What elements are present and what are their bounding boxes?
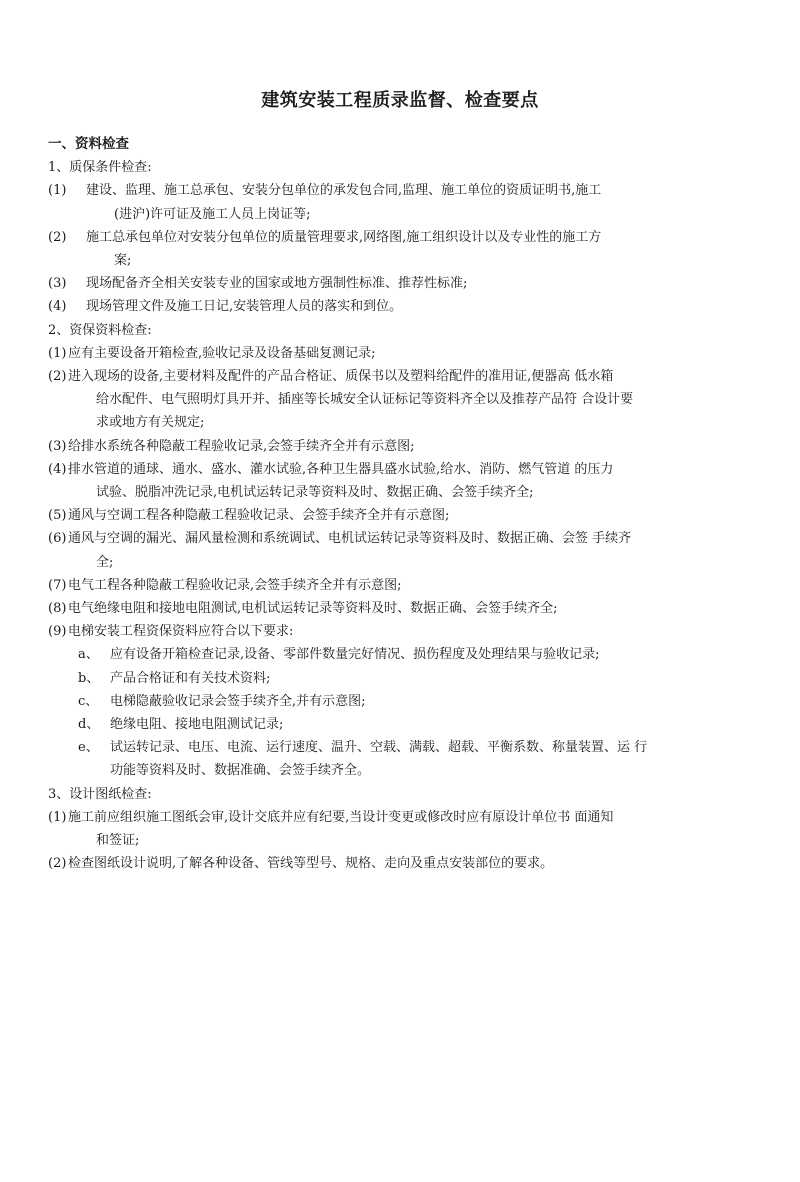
sub-list-item: [48, 736, 738, 782]
sub-item-letter: c、: [78, 693, 99, 709]
item-text: 电气工程各种隐蔽工程验收记录,会签手续齐全并有示意图;: [68, 577, 402, 593]
item-text: 应有主要设备开箱检查,验收记录及设备基础复测记录;: [68, 345, 376, 361]
item-text: 现场配备齐全相关安装专业的国家或地方强制性标准、推荐性标准;: [86, 276, 468, 292]
list-item: [48, 574, 738, 597]
list-item: [48, 435, 738, 458]
item-number: (5): [48, 508, 67, 524]
sub-list-item: [48, 643, 738, 666]
list-item: [48, 272, 738, 295]
document-body: [48, 133, 738, 876]
item-number: (1): [48, 809, 67, 825]
item-number: (2): [48, 369, 67, 385]
sub-item-text: 电梯隐蔽验收记录会签手续齐全,并有示意图;: [110, 693, 366, 709]
item-number: (2): [48, 856, 67, 872]
subsection-heading-quality-conditions: 1、质保条件检查:: [48, 160, 152, 176]
sub-list-item: [48, 667, 738, 690]
sub-item-text-continued: 功能等资料及时、数据准确、会签手续齐全。: [110, 763, 371, 779]
item-text: 通风与空调工程各种隐蔽工程验收记录、会签手续齐全并有示意图;: [68, 508, 450, 524]
item-number: (7): [48, 577, 67, 593]
list-item: [48, 342, 738, 365]
list-item: [48, 179, 738, 225]
item-text-continued: 给水配件、电气照明灯具开并、插座等长城安全认证标记等资料齐全以及推荐产品符 合设计要: [96, 392, 634, 408]
item-number: (8): [48, 601, 67, 617]
item-text: 建设、监理、施工总承包、安装分包单位的承发包合同,监理、施工单位的资质证明书,施工: [86, 183, 602, 199]
item-text: 给排水系统各种隐蔽工程验收记录,会签手续齐全并有示意图;: [68, 438, 415, 454]
document-title: 建筑安装工程质录监督、检查要点: [261, 90, 539, 111]
list-item: [48, 852, 738, 875]
item-number: (9): [48, 624, 67, 640]
sub-list-item: [48, 690, 738, 713]
list-item: [48, 365, 738, 435]
item-text-continued: 全;: [96, 554, 114, 570]
item-text: 排水管道的通球、通水、盛水、灌水试验,各种卫生器具盛水试验,给水、消防、燃气管道 的压力: [68, 461, 614, 477]
list-item: [48, 620, 738, 643]
item-number: (3): [48, 438, 67, 454]
subsection-heading-material-records: 2、资保资料检查:: [48, 322, 152, 338]
item-text: 施工前应组织施工图纸会审,设计交底并应有纪要,当设计变更或修改时应有原设计单位书 面通知: [68, 809, 614, 825]
item-text-continued: 和签证;: [96, 833, 140, 849]
sub-item-text: 绝缘电阻、接地电阻测试记录;: [110, 717, 284, 733]
item-number: (4): [48, 299, 67, 315]
sub-item-letter: d、: [78, 717, 100, 733]
item-text: 检查图纸设计说明,了解各种设备、管线等型号、规格、走向及重点安装部位的要求。: [68, 856, 554, 872]
sub-list-item: [48, 713, 738, 736]
item-text: 现场管理文件及施工日记,安装管理人员的落实和到位。: [86, 299, 403, 315]
item-number: (1): [48, 183, 67, 199]
item-number: (4): [48, 461, 67, 477]
list-item: [48, 504, 738, 527]
sub-item-letter: e、: [78, 740, 99, 756]
sub-item-letter: a、: [78, 647, 99, 663]
item-number: (3): [48, 276, 67, 292]
item-text-continued: 试验、脱脂冲洗记录,电机试运转记录等资料及时、数据正确、会签手续齐全;: [96, 485, 534, 501]
list-item: [48, 458, 738, 504]
list-item: [48, 806, 738, 852]
item-number: (6): [48, 531, 67, 547]
list-item: [48, 295, 738, 318]
item-text-continued: (进沪)许可证及施工人员上岗证等;: [114, 206, 311, 222]
list-item: [48, 597, 738, 620]
section-heading-materials: 一、资料检查: [48, 136, 129, 152]
item-number: (1): [48, 345, 67, 361]
item-text: 通风与空调的漏光、漏风量检测和系统调试、电机试运转记录等资料及时、数据正确、会签 手续齐: [68, 531, 632, 547]
sub-item-text: 试运转记录、电压、电流、运行速度、温升、空载、满载、超载、平衡系数、称量装置、运 行: [110, 740, 648, 756]
item-number: (2): [48, 229, 67, 245]
sub-item-text: 产品合格证和有关技术资料;: [110, 670, 271, 686]
item-text-continued: 案;: [114, 253, 132, 269]
list-item: [48, 226, 738, 272]
sub-item-letter: b、: [78, 670, 100, 686]
item-text: 电梯安装工程资保资料应符合以下要求:: [68, 624, 294, 640]
item-text-continued: 求或地方有关规定;: [96, 415, 205, 431]
sub-item-text: 应有设备开箱检查记录,设备、零部件数量完好情况、损伤程度及处理结果与验收记录;: [110, 647, 600, 663]
item-text: 电气绝缘电阻和接地电阻测试,电机试运转记录等资料及时、数据正确、会签手续齐全;: [68, 601, 558, 617]
subsection-heading-design-drawings: 3、设计图纸检查:: [48, 786, 152, 802]
item-text: 进入现场的设备,主要材料及配件的产品合格证、质保书以及塑料给配件的准用证,便器高 低水箱: [68, 369, 614, 385]
item-text: 施工总承包单位对安装分包单位的质量管理要求,网络图,施工组织设计以及专业性的施工方: [86, 229, 602, 245]
list-item: [48, 527, 738, 573]
